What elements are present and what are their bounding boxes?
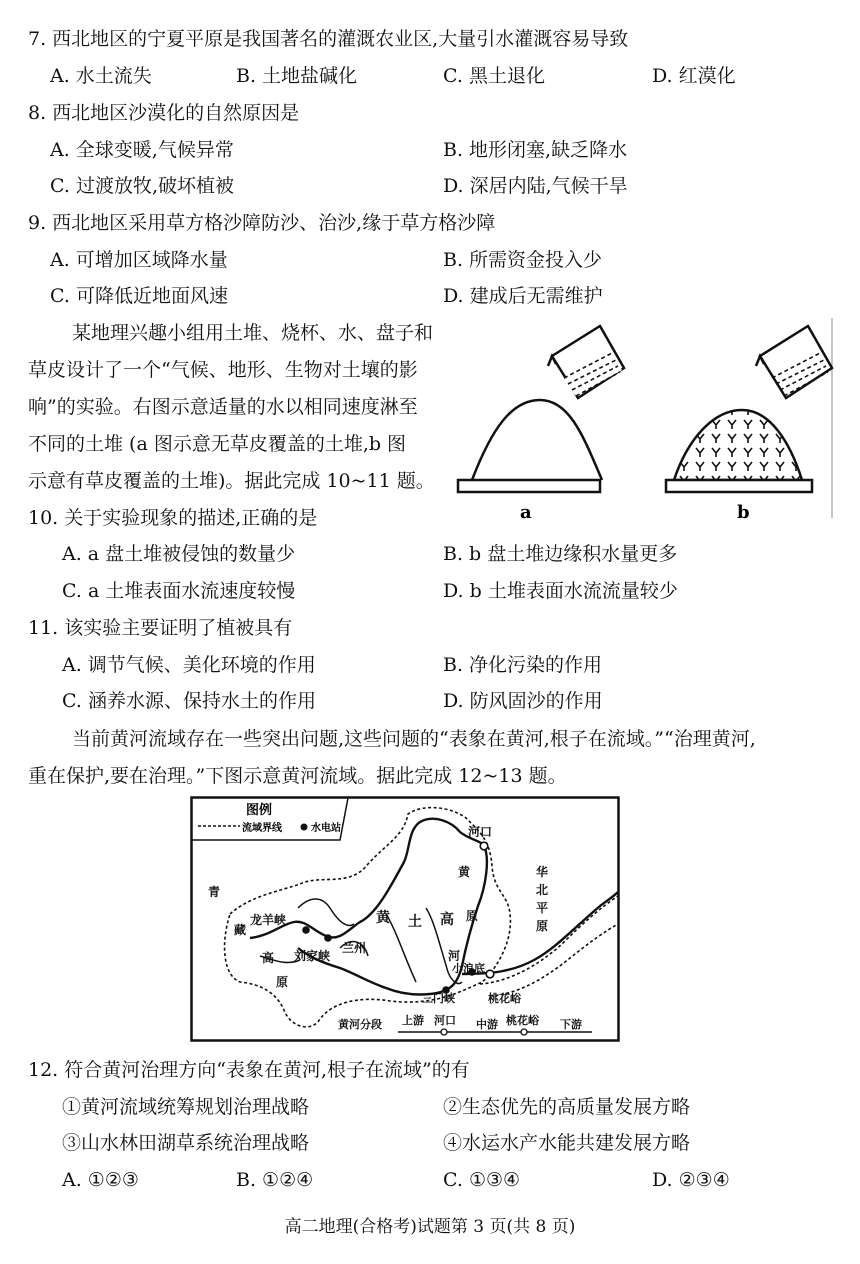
q7-option-a: A. 水土流失 (50, 65, 152, 87)
label-gao-2: 高 (262, 951, 275, 965)
q11-option-c: C. 涵养水源、保持水土的作用 (62, 690, 316, 712)
q8-option-b: B. 地形闭塞,缺乏降水 (443, 139, 628, 161)
passage2-line-2: 重在保护,要在治理。”下图示意黄河流域。据此完成 12~13 题。 (28, 765, 567, 787)
label-taohuayu: 桃花峪 (488, 992, 521, 1005)
station-longyangxia-icon (302, 926, 310, 934)
label-huang-plateau: 黄 (376, 910, 390, 926)
q12-option-d: D. ②③④ (652, 1169, 730, 1191)
passage1-line-2: 草皮设计了一个“气候、地形、生物对土壤的影 (28, 359, 418, 381)
label-xiaolangdi: 小浪底 (452, 962, 485, 975)
q8-option-d: D. 深居内陆,气候干旱 (443, 175, 628, 197)
station-dot-icon (301, 824, 308, 831)
point-hekou-icon (480, 842, 488, 850)
yellow-river-basin-map (190, 796, 620, 1042)
label-segment-title: 黄河分段 (338, 1018, 382, 1031)
q8-option-a: A. 全球变暖,气候异常 (50, 139, 234, 161)
passage1-line-1: 某地理兴趣小组用土堆、烧杯、水、盘子和 (72, 322, 434, 344)
q12-option-b: B. ①②④ (236, 1169, 314, 1191)
q9-stem: 9. 西北地区采用草方格沙障防沙、治沙,缘于草方格沙障 (28, 212, 496, 234)
q12-item-2: ②生态优先的高质量发展方略 (443, 1096, 691, 1118)
mound-a (458, 400, 602, 492)
q11-stem: 11. 该实验主要证明了植被具有 (28, 617, 293, 639)
q8-option-c: C. 过渡放牧,破坏植被 (50, 175, 234, 197)
label-ping: 平 (536, 901, 549, 915)
label-yuan: 原 (466, 909, 479, 923)
q12-item-4: ④水运水产水能共建发展方略 (443, 1132, 691, 1154)
label-sanmenxia: 三门峡 (422, 992, 455, 1005)
q10-option-c: C. a 土堆表面水流速度较慢 (62, 580, 296, 602)
figure-label-b: b (737, 502, 750, 523)
passage1-line-4: 不同的土堆 (a 图示意无草皮覆盖的土堆,b 图 (28, 433, 407, 455)
q8-stem: 8. 西北地区沙漠化的自然原因是 (28, 102, 300, 124)
legend-boundary-label: 流域界线 (242, 823, 282, 834)
q12-stem: 12. 符合黄河治理方向“表象在黄河,根子在流域”的有 (28, 1059, 470, 1081)
label-lower: 下游 (560, 1018, 582, 1031)
q7-option-d: D. 红漠化 (652, 65, 736, 87)
passage1-line-3: 响”的实验。右图示意适量的水以相同速度淋至 (28, 396, 418, 418)
page-footer: 高二地理(合格考)试题第 3 页(共 8 页) (284, 1217, 576, 1237)
label-he: 河 (448, 949, 461, 963)
q9-option-b: B. 所需资金投入少 (443, 249, 603, 271)
label-upper: 上游 (402, 1014, 424, 1027)
q7-option-c: C. 黑土退化 (443, 65, 545, 87)
station-liujiaxia-icon (324, 934, 332, 942)
label-gao: 高 (440, 912, 454, 928)
q10-option-a: A. a 盘土堆被侵蚀的数量少 (62, 543, 296, 565)
label-hekou: 河口 (468, 825, 493, 839)
soil-experiment-figure (452, 318, 834, 524)
passage1-line-5: 示意有草皮覆盖的土堆)。据此完成 10~11 题。 (28, 470, 435, 492)
beaker-b-icon (756, 326, 832, 398)
figure-label-a: a (520, 502, 532, 523)
q9-option-d: D. 建成后无需维护 (443, 285, 603, 307)
label-tu: 土 (408, 914, 422, 930)
q12-item-1: ①黄河流域统筹规划治理战略 (62, 1096, 310, 1118)
q11-option-d: D. 防风固沙的作用 (443, 690, 603, 712)
legend-station-label: 水电站 (311, 823, 341, 834)
q9-option-c: C. 可降低近地面风速 (50, 285, 228, 307)
q12-item-3: ③山水林田湖草系统治理战略 (62, 1132, 310, 1154)
beaker-a-icon (548, 326, 624, 398)
q10-stem: 10. 关于实验现象的描述,正确的是 (28, 507, 318, 529)
q12-option-a: A. ①②③ (62, 1169, 139, 1191)
q7-stem: 7. 西北地区的宁夏平原是我国著名的灌溉农业区,大量引水灌溉容易导致 (28, 28, 629, 50)
label-huang-river: 黄 (458, 865, 471, 879)
legend-title: 图例 (246, 803, 273, 818)
q10-option-b: B. b 盘土堆边缘积水量更多 (443, 543, 678, 565)
label-hua: 华 (536, 865, 549, 879)
passage2-line-1: 当前黄河流域存在一些突出问题,这些问题的“表象在黄河,根子在流域。”“治理黄河, (72, 728, 756, 750)
label-seg-hekou: 河口 (434, 1014, 456, 1027)
label-longyangxia: 龙羊峡 (250, 913, 287, 927)
label-lanzhou: 兰州 (342, 941, 367, 955)
q7-option-b: B. 土地盐碱化 (236, 65, 358, 87)
label-seg-taohuayu: 桃花峪 (506, 1014, 539, 1027)
q9-option-a: A. 可增加区域降水量 (50, 249, 228, 271)
q11-option-b: B. 净化污染的作用 (443, 654, 603, 676)
label-qing: 青 (208, 885, 221, 899)
q11-option-a: A. 调节气候、美化环境的作用 (62, 654, 316, 676)
label-yuan-2: 原 (276, 975, 289, 989)
label-yuan-3: 原 (536, 919, 549, 933)
label-zang: 藏 (234, 923, 247, 937)
q10-option-d: D. b 土堆表面水流流量较少 (443, 580, 678, 602)
q12-option-c: C. ①③④ (443, 1169, 521, 1191)
mound-b-grass (666, 410, 812, 492)
point-taohuayu-icon (486, 970, 494, 978)
label-middle: 中游 (476, 1018, 498, 1031)
label-bei: 北 (536, 883, 549, 897)
label-liujiaxia: 刘家峡 (294, 949, 331, 963)
